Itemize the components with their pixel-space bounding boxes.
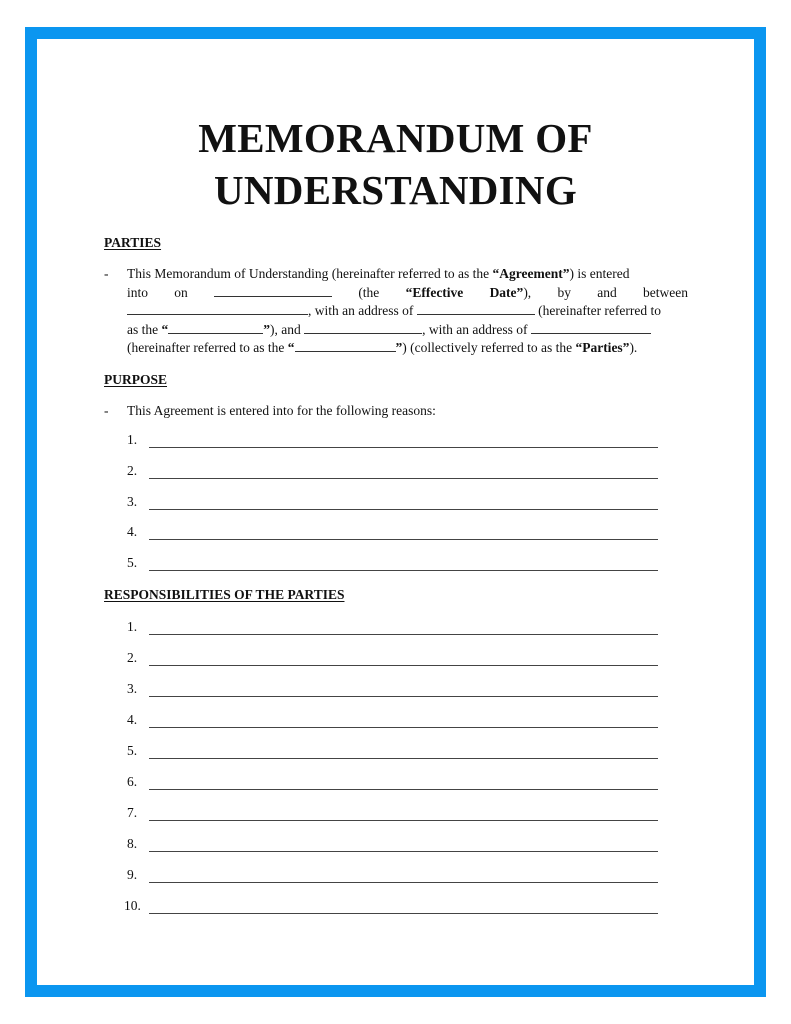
responsibility-item — [104, 805, 664, 825]
text: (the — [358, 284, 380, 300]
text: (hereinafter referred to — [534, 303, 662, 318]
bullet-dash: - — [104, 403, 109, 418]
purpose-item-blank-line[interactable] — [149, 539, 658, 540]
text: ). — [629, 340, 638, 355]
responsibility-item-number: 8. — [127, 836, 138, 851]
responsibility-item-number: 2. — [127, 650, 138, 665]
responsibility-item-number: 5. — [127, 743, 138, 758]
bullet-dash: - — [104, 266, 109, 281]
purpose-item-number: 1. — [127, 432, 138, 447]
responsibility-item-blank-line[interactable] — [149, 634, 658, 635]
responsibility-item-number: 9. — [127, 867, 138, 882]
purpose-item-number: 5. — [127, 555, 138, 571]
responsibility-item-blank-line[interactable] — [149, 851, 658, 852]
text: into — [127, 284, 149, 300]
responsibility-item — [104, 619, 664, 639]
effective-date-blank[interactable] — [214, 284, 332, 297]
text: by — [557, 284, 571, 300]
purpose-item — [104, 494, 664, 514]
quote-open: “ — [161, 321, 169, 337]
text: between — [642, 284, 688, 300]
responsibility-item — [104, 836, 664, 856]
text: (hereinafter referred to as the — [127, 340, 288, 355]
parties-line-2 — [127, 284, 688, 303]
text: , with an address of — [308, 303, 417, 318]
purpose-item — [104, 555, 664, 575]
purpose-item — [104, 432, 664, 452]
text: ), — [523, 284, 532, 300]
parties-line-1 — [127, 265, 688, 284]
parties-line-4 — [127, 321, 688, 340]
text: on — [174, 284, 188, 300]
purpose-item-blank-line[interactable] — [149, 447, 658, 448]
responsibility-item — [104, 898, 664, 918]
party-1-address-blank[interactable] — [417, 302, 535, 315]
parties-paragraph — [104, 265, 688, 358]
text: This Memorandum of Understanding (hereinafter referred to as the — [127, 266, 493, 281]
responsibility-item-number: 6. — [127, 774, 138, 789]
purpose-heading: PURPOSE — [104, 372, 168, 387]
purpose-intro-text: This Agreement is entered into for the following reasons: — [127, 403, 436, 418]
title-line-2: UNDERSTANDING — [213, 167, 578, 213]
responsibility-item-blank-line[interactable] — [149, 758, 658, 759]
party-2-alias-blank[interactable] — [295, 339, 396, 352]
responsibility-item-number: 7. — [127, 805, 138, 820]
responsibility-item-number: 4. — [127, 712, 138, 727]
agreement-term: “Agreement” — [492, 266, 570, 281]
responsibility-item-blank-line[interactable] — [149, 727, 658, 728]
party-1-alias-blank[interactable] — [168, 321, 263, 334]
responsibility-item-blank-line[interactable] — [149, 696, 658, 697]
purpose-item-blank-line[interactable] — [149, 478, 658, 479]
text: ) (collectively referred to as the — [402, 340, 576, 355]
parties-line-3 — [127, 302, 688, 321]
responsibility-item — [104, 650, 664, 670]
parties-heading: PARTIES — [104, 235, 162, 250]
responsibility-item-blank-line[interactable] — [149, 913, 658, 914]
text: ), and — [270, 321, 305, 337]
purpose-item-number: 3. — [127, 493, 138, 509]
quote-close: ” — [263, 321, 270, 337]
purpose-item-blank-line[interactable] — [149, 570, 658, 571]
parties-term: “Parties” — [575, 340, 630, 355]
responsibility-item — [104, 774, 664, 794]
purpose-intro — [104, 402, 688, 421]
quote-close: ” — [395, 340, 403, 355]
party-2-address-blank[interactable] — [531, 321, 651, 334]
responsibility-item — [104, 712, 664, 732]
responsibility-item-number: 10. — [124, 898, 141, 913]
purpose-item — [104, 463, 664, 483]
effective-term: “Effective — [405, 284, 464, 300]
purpose-item-blank-line[interactable] — [149, 509, 658, 510]
responsibility-item — [104, 743, 664, 763]
parties-line-5 — [127, 339, 688, 358]
party-2-name-blank[interactable] — [304, 321, 422, 334]
responsibility-item — [104, 867, 664, 887]
purpose-item — [104, 524, 664, 544]
text: as the — [127, 321, 162, 337]
responsibilities-heading: RESPONSIBILITIES OF THE PARTIES — [104, 587, 345, 602]
quote-open: “ — [287, 340, 295, 355]
responsibility-item-number: 3. — [127, 681, 138, 696]
responsibility-item-blank-line[interactable] — [149, 665, 658, 666]
responsibility-item-number: 1. — [127, 619, 138, 634]
date-term: Date” — [489, 284, 524, 300]
purpose-item-number: 4. — [127, 524, 138, 540]
responsibility-item-blank-line[interactable] — [149, 820, 658, 821]
document-title — [0, 112, 791, 216]
responsibility-item — [104, 681, 664, 701]
text: , with an address of — [422, 321, 531, 337]
text: ) is entered — [569, 266, 630, 281]
party-1-name-blank[interactable] — [127, 302, 308, 315]
responsibility-item-blank-line[interactable] — [149, 789, 658, 790]
title-line-1: MEMORANDUM OF — [198, 115, 593, 161]
purpose-item-number: 2. — [127, 462, 138, 478]
text: and — [597, 284, 617, 300]
responsibility-item-blank-line[interactable] — [149, 882, 658, 883]
